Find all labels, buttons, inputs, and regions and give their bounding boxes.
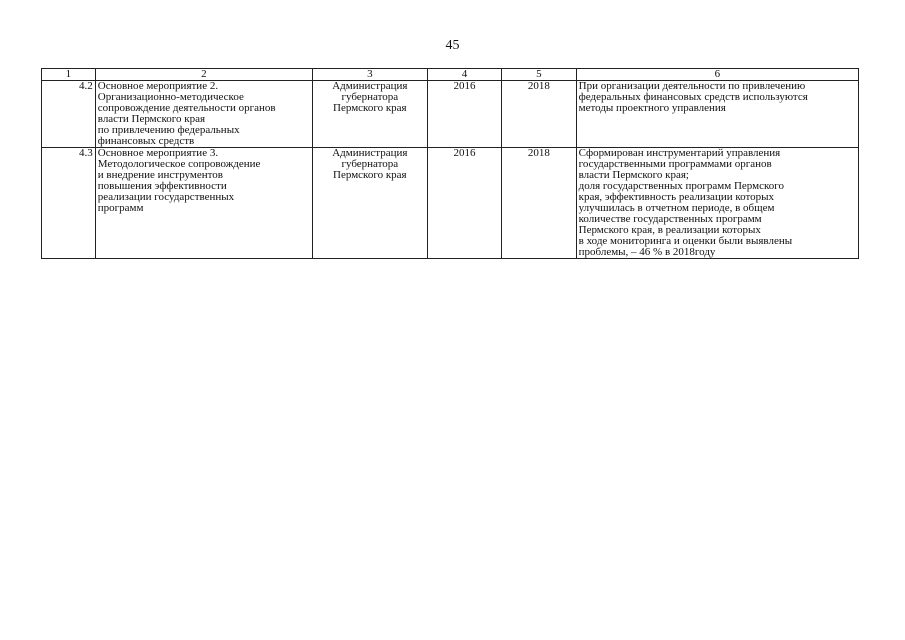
activity-name-line: по привлечению федеральных (97, 124, 240, 136)
activity-name-cell (95, 81, 312, 148)
executor-line: губернатора (341, 91, 399, 103)
result-line: Пермского края, в реализации которых (578, 224, 761, 236)
row-number: 4.3 (42, 148, 96, 259)
table-row (42, 148, 859, 259)
executor-line: Администрация (332, 80, 408, 92)
executor-cell (312, 81, 427, 148)
end-year: 2018 (502, 148, 576, 259)
result-line: количестве государственных программ (578, 213, 762, 225)
column-header: 3 (312, 69, 427, 81)
activity-name-line: сопровождение деятельности органов (97, 102, 276, 114)
end-year: 2018 (502, 81, 576, 148)
result-line: государственными программами органов (578, 158, 772, 170)
report-table (41, 68, 859, 259)
column-header: 1 (42, 69, 96, 81)
start-year: 2016 (427, 81, 501, 148)
activity-name-line: программ (97, 202, 144, 214)
result-cell (576, 81, 858, 148)
page-number: 45 (445, 38, 460, 53)
activity-name-line: Организационно-методическое (97, 91, 244, 103)
result-line: методы проектного управления (578, 102, 726, 114)
result-line: власти Пермского края; (578, 169, 689, 181)
executor-cell (312, 148, 427, 259)
start-year: 2016 (427, 148, 501, 259)
activity-name-line: финансовых средств (97, 135, 195, 147)
activity-name-line: повышения эффективности (97, 180, 227, 192)
result-line: проблемы, – 46 % в 2018году (578, 246, 716, 258)
activity-name-line: Основное мероприятие 3. (97, 147, 219, 159)
result-cell (576, 148, 858, 259)
result-line: в ходе мониторинга и оценки были выявлены (578, 235, 793, 247)
activity-name-line: и внедрение инструментов (97, 169, 223, 181)
column-header: 4 (427, 69, 501, 81)
result-line: улучшилась в отчетном периоде, в общем (578, 202, 775, 214)
row-number: 4.2 (42, 81, 96, 148)
executor-line: Пермского края (333, 169, 407, 181)
column-header: 5 (502, 69, 576, 81)
result-line: Сформирован инструментарий управления (578, 147, 781, 159)
activity-name-line: Основное мероприятие 2. (97, 80, 219, 92)
column-header: 6 (576, 69, 858, 81)
table-header-row (42, 69, 859, 81)
executor-line: Администрация (332, 147, 408, 159)
result-line: федеральных финансовых средств используются (578, 91, 808, 103)
result-line: доля государственных программ Пермского (578, 180, 785, 192)
table-row (42, 81, 859, 148)
result-line: края, эффективность реализации которых (578, 191, 775, 203)
column-header: 2 (95, 69, 312, 81)
executor-line: губернатора (341, 158, 399, 170)
activity-name-line: власти Пермского края (97, 113, 206, 125)
activity-name-line: реализации государственных (97, 191, 235, 203)
result-line: При организации деятельности по привлечению (578, 80, 806, 92)
activity-name-cell (95, 148, 312, 259)
executor-line: Пермского края (333, 102, 407, 114)
activity-name-line: Методологическое сопровождение (97, 158, 261, 170)
